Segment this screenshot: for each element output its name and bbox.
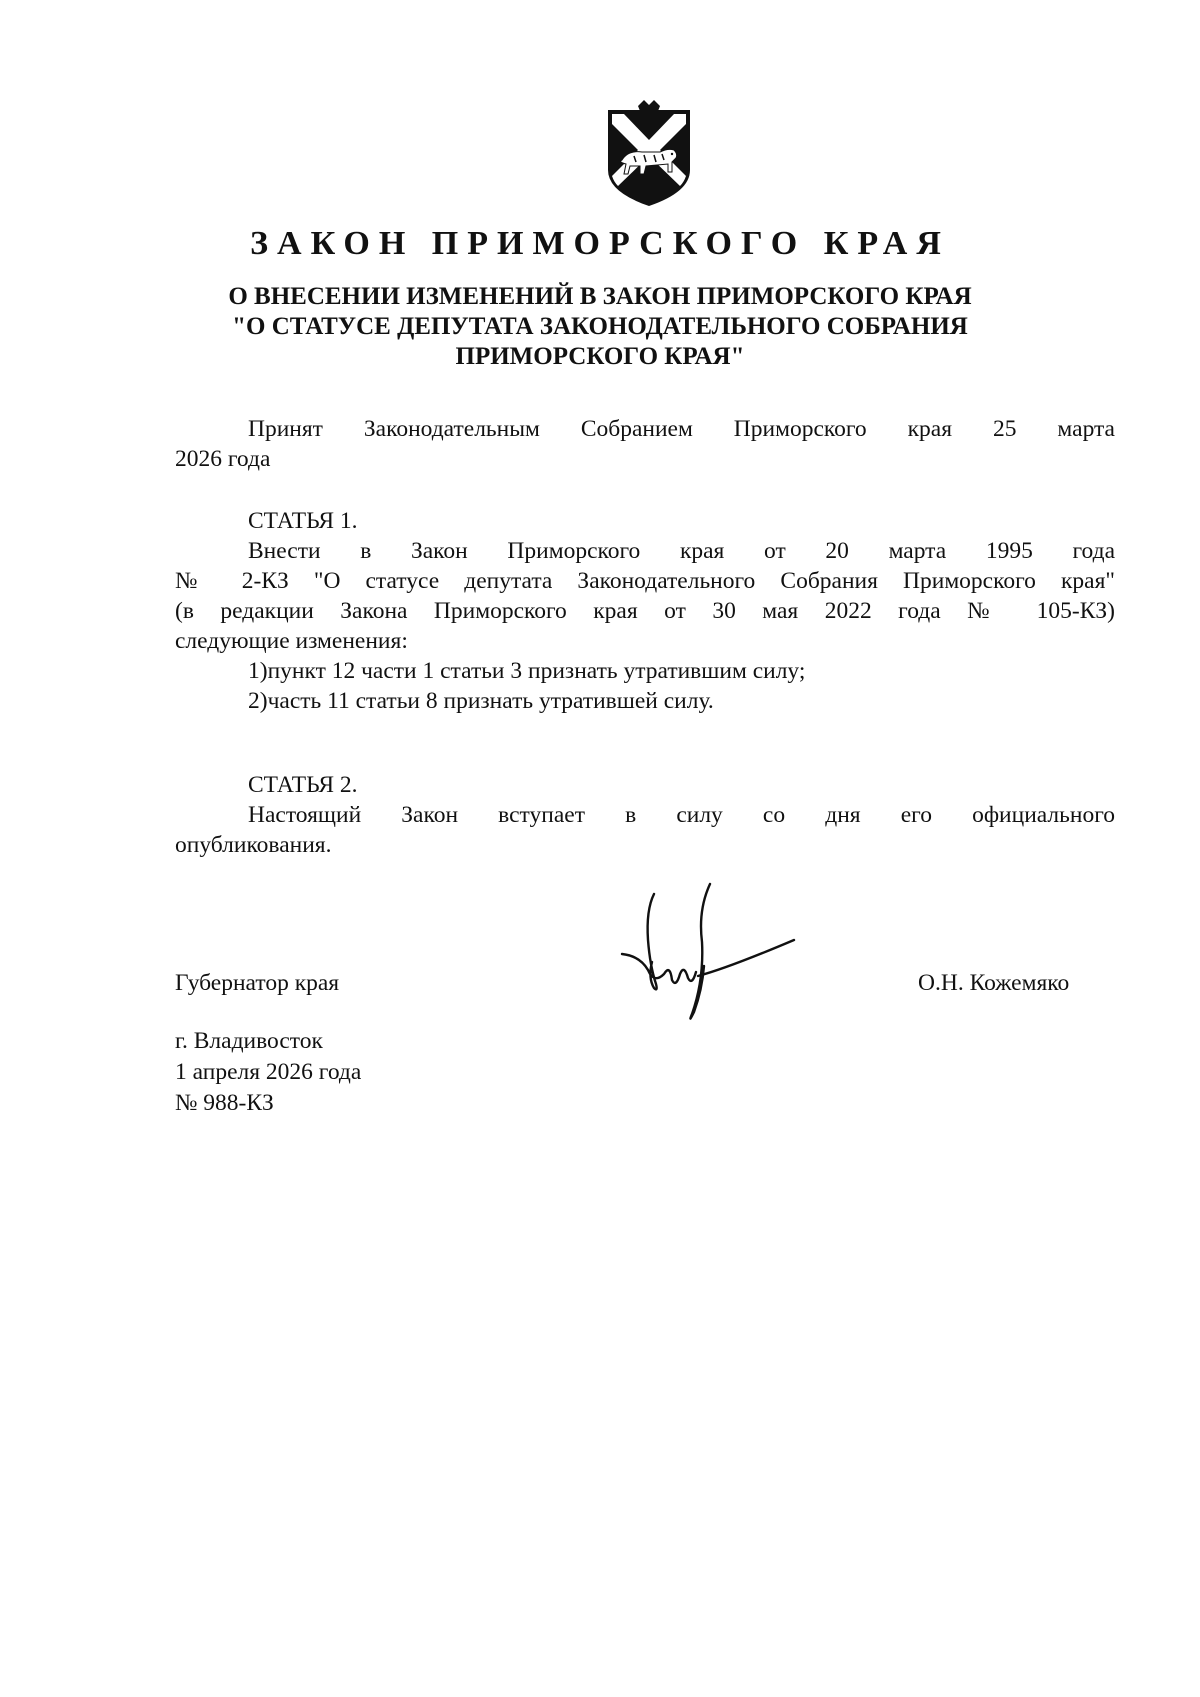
paragraph-line: (в редакции Закона Приморского края от 30 мая 2022 года № 105-КЗ) [175, 598, 1115, 624]
subtitle-line: О ВНЕСЕНИИ ИЗМЕНЕНИЙ В ЗАКОН ПРИМОРСКОГО КРАЯ [228, 283, 972, 310]
subtitle-line: "О СТАТУСЕ ДЕПУТАТА ЗАКОНОДАТЕЛЬНОГО СОБРАНИЯ [232, 313, 968, 340]
law-subtitle [150, 282, 1050, 372]
article-heading-text: СТАТЬЯ 2. [248, 772, 358, 798]
list-item: 2)часть 11 статьи 8 признать утратившей силу. [248, 688, 714, 714]
city: г. Владивосток [175, 1028, 323, 1054]
handwritten-signature [618, 880, 798, 1030]
paragraph-line: № 2-КЗ "О статусе депутата Законодательного Собрания Приморского края" [175, 568, 1115, 594]
paragraph-line: опубликования. [175, 832, 332, 858]
adoption-note [175, 414, 1115, 474]
adoption-line: Принят Законодательным Собранием Приморского края 25 марта [248, 416, 1115, 442]
paragraph-line: Внести в Закон Приморского края от 20 марта 1995 года [248, 538, 1115, 564]
adoption-line: 2026 года [175, 446, 271, 472]
article-2-heading [175, 770, 1115, 800]
coat-of-arms-icon [602, 100, 696, 208]
subtitle-line: ПРИМОРСКОГО КРАЯ" [455, 343, 745, 370]
law-title: ЗАКОН ПРИМОРСКОГО КРАЯ [250, 225, 950, 262]
article-heading-text: СТАТЬЯ 1. [248, 508, 358, 534]
article-1-heading [175, 506, 1115, 536]
signing-date: 1 апреля 2026 года [175, 1059, 362, 1085]
signatory-position: Губернатор края [175, 970, 340, 996]
paragraph-line: Настоящий Закон вступает в силу со дня его официального [248, 802, 1115, 828]
paragraph-line: следующие изменения: [175, 628, 408, 654]
signatory-name: О.Н. Кожемяко [918, 970, 1070, 996]
article-2-body [175, 800, 1115, 860]
law-number: № 988-КЗ [175, 1090, 274, 1116]
place-date-number [175, 1026, 361, 1119]
article-1-body [175, 536, 1115, 716]
list-item: 1)пункт 12 части 1 статьи 3 признать утратившим силу; [248, 658, 806, 684]
